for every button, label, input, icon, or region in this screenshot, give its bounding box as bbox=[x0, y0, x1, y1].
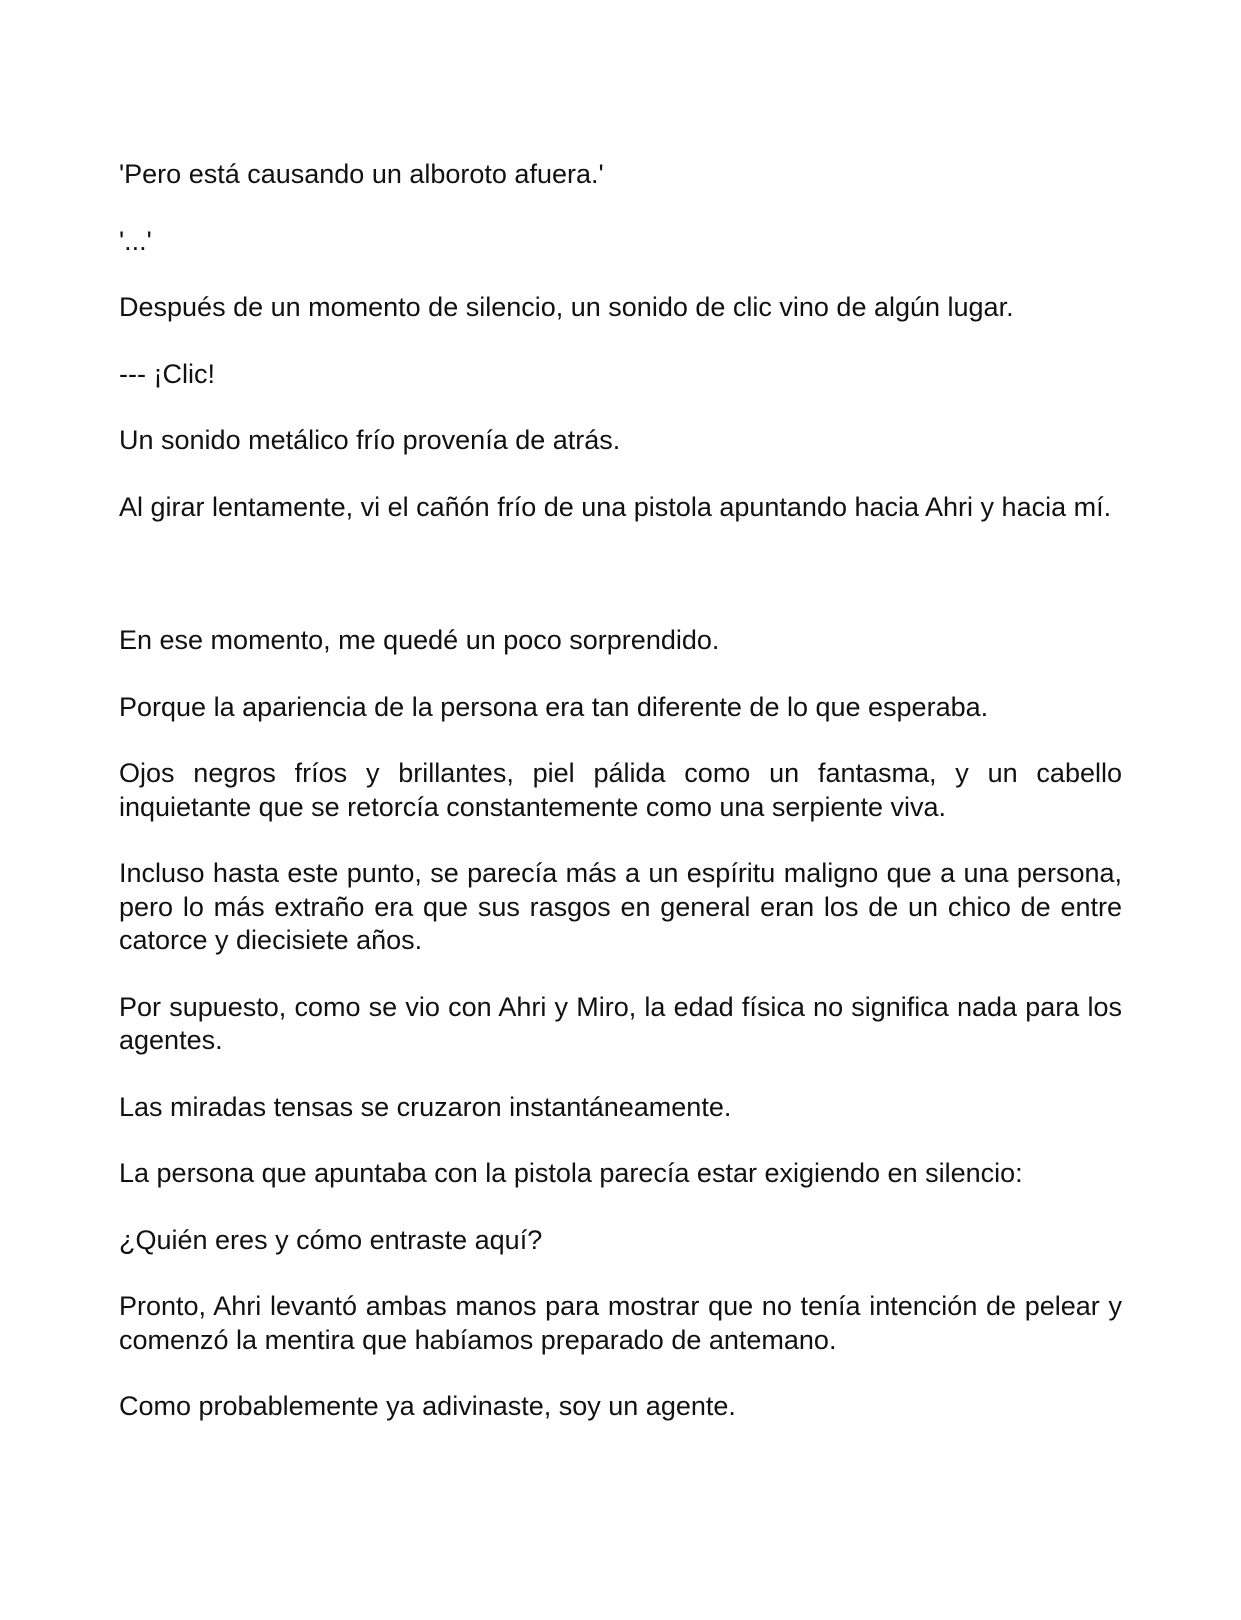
paragraph-1: 'Pero está causando un alboroto afuera.' bbox=[119, 159, 604, 189]
paragraph-13: La persona que apuntaba con la pistola parecía estar exigiendo en silencio: bbox=[119, 1158, 1023, 1188]
paragraph-6: Al girar lentamente, vi el cañón frío de una pistola apuntando hacia Ahri y hacia mí. bbox=[119, 491, 1112, 522]
paragraph-14: ¿Quién eres y cómo entraste aquí? bbox=[119, 1224, 543, 1255]
paragraph-8: Porque la apariencia de la persona era tan diferente de lo que esperaba. bbox=[119, 691, 989, 722]
paragraph-3: Después de un momento de silencio, un sonido de clic vino de algún lugar. bbox=[119, 292, 1014, 322]
paragraph-15: Pronto, Ahri levantó ambas manos para mostrar que no tenía intención de pelear y comenzó la mentira que habíamos preparado de antemano. bbox=[119, 1291, 1122, 1355]
paragraph-4: --- ¡Clic! bbox=[119, 358, 215, 389]
document-body bbox=[119, 158, 1122, 1424]
paragraph-5: Un sonido metálico frío provenía de atrás. bbox=[119, 425, 621, 455]
paragraph-2: '...' bbox=[119, 225, 152, 256]
paragraph-7: En ese momento, me quedé un poco sorprendido. bbox=[119, 625, 720, 655]
paragraph-16: Como probablemente ya adivinaste, soy un agente. bbox=[119, 1391, 736, 1421]
paragraph-10: Incluso hasta este punto, se parecía más a un espíritu maligno que a una persona, pero lo más extraño era que sus rasgos en general eran los de un chico de entre catorce y diecisiete años. bbox=[119, 858, 1122, 955]
paragraph-11: Por supuesto, como se vio con Ahri y Miro, la edad física no significa nada para los agentes. bbox=[119, 991, 1122, 1055]
paragraph-12: Las miradas tensas se cruzaron instantáneamente. bbox=[119, 1091, 732, 1122]
paragraph-9: Ojos negros fríos y brillantes, piel pálida como un fantasma, y un cabello inquietante que se retorcía constantemente como una serpiente viva. bbox=[119, 758, 1122, 822]
